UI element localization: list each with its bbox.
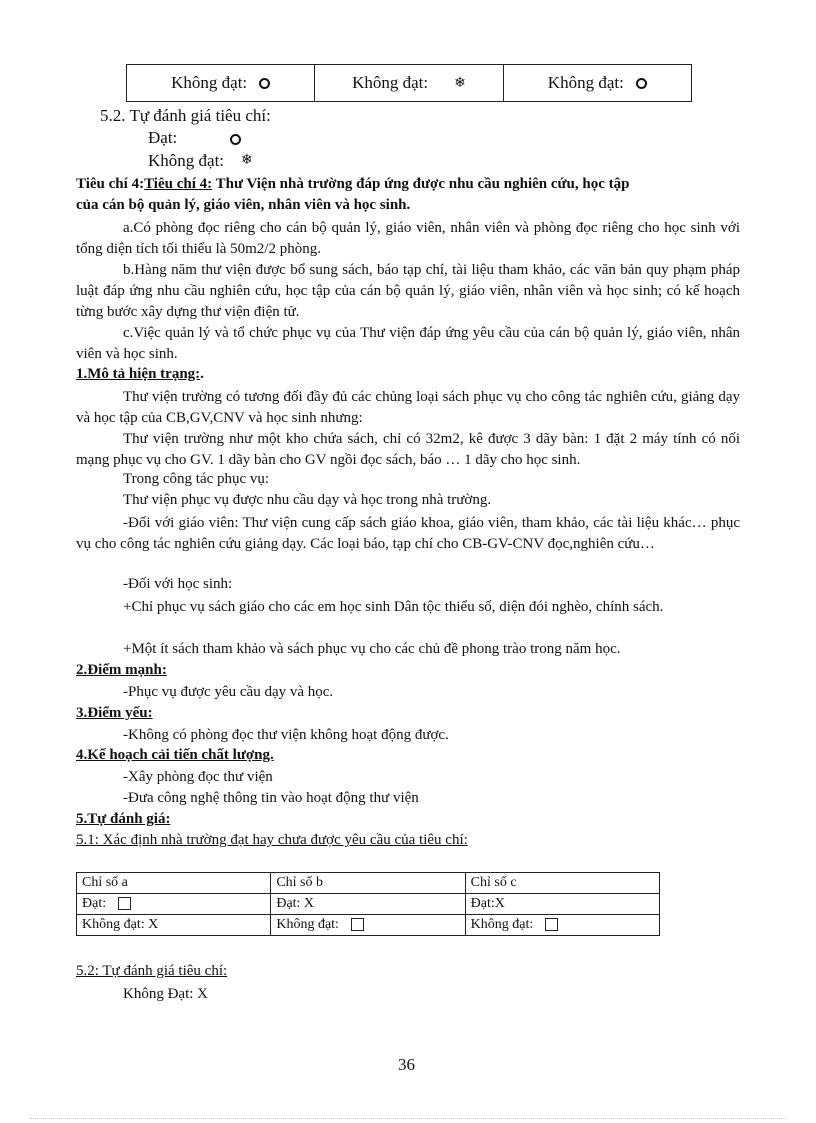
table-row	[77, 894, 660, 915]
sec1-p4: Thư viện phục vụ được nhu cầu dạy và học trong nhà trường.	[123, 492, 492, 508]
table-row	[77, 915, 660, 936]
table-cell: Đạt: X	[271, 894, 465, 915]
top-cell-c-label: Không đạt:	[547, 73, 624, 92]
sec1-p3: Trong công tác phục vụ:	[123, 471, 270, 487]
table-header-b: Chỉ số b	[271, 873, 465, 894]
page-number: 36	[398, 1055, 415, 1074]
table-cell: Đạt:X	[465, 894, 659, 915]
sec5-sub2: 5.2: Tự đánh giá tiêu chí:	[76, 963, 228, 979]
table-header-a: Chỉ số a	[77, 873, 271, 894]
sec3-p1: -Không có phòng đọc thư viện không hoạt động được.	[123, 727, 449, 743]
snowflake-icon: ❄	[241, 153, 253, 168]
criterion-title-line1	[76, 176, 629, 193]
khongdat-b-label: Không đạt:	[276, 917, 339, 932]
sec4-p2: -Đưa công nghệ thông tin vào hoạt động thư viện	[123, 790, 419, 806]
sec1-heading	[76, 366, 204, 383]
sec5-heading: 5.Tự đánh giá:	[76, 811, 171, 827]
ring-icon	[636, 78, 647, 89]
item-c: c.Việc quản lý và tổ chức phục vụ của Thư viện đáp ứng yêu cầu của cán bộ quản lý, giáo viên, nhân viên và học sinh.	[76, 325, 740, 362]
table-header-c: Chỉ số c	[465, 873, 659, 894]
table-cell	[271, 915, 465, 936]
sec5-sub1: 5.1: Xác định nhà trường đạt hay chưa được yêu cầu của tiêu chí:	[76, 832, 468, 848]
s52-top-khongdat-label: Không đạt:	[148, 151, 225, 170]
criterion-title-text: Thư Viện nhà trường đáp ứng được nhu cầu nghiên cứu, học tập	[212, 176, 630, 192]
top-cell-b-label: Không đạt:	[352, 73, 429, 92]
sec2-heading: 2.Điểm mạnh:	[76, 662, 167, 678]
criteria-table	[76, 872, 660, 936]
checkbox-icon	[545, 918, 558, 931]
sec1-p8: +Một ít sách tham khảo và sách phục vụ cho các chủ đề phong trào trong năm học.	[123, 641, 621, 657]
top-cell-a-label: Không đạt:	[171, 73, 248, 92]
top-cell-b	[314, 65, 502, 101]
sec4-p1: -Xây phòng đọc thư viện	[123, 769, 273, 785]
s52-top-khongdat	[148, 151, 224, 171]
table-row	[77, 873, 660, 894]
criterion-prefix: Tiêu chí 4:	[76, 176, 145, 192]
ring-icon	[259, 78, 270, 89]
sec1-p1: Thư viện trường có tương đối đầy đủ các chủng loại sách phục vụ cho công tác nghiên cứu, giảng dạy và học tập của CB,GV,CNV và học sinh nhưng:	[76, 389, 740, 426]
snowflake-icon: ❄	[454, 75, 466, 91]
s52-top-dat-label: Đạt:	[148, 128, 178, 147]
page-divider	[30, 1118, 786, 1119]
s52-top-heading: 5.2. Tự đánh giá tiêu chí:	[100, 106, 271, 125]
top-cell-c	[503, 65, 691, 101]
sec4-heading: 4.Kế hoạch cải tiến chất lượng.	[76, 747, 274, 763]
item-a: a.Có phòng đọc riêng cho cán bộ quản lý, giáo viên, nhân viên và phòng đọc riêng cho học sinh với tổng diện tích tối thiểu là 50m2/2 phòng.	[76, 220, 740, 257]
dat-a-label: Đạt:	[82, 896, 107, 911]
table-cell: Không đạt: X	[77, 915, 271, 936]
sec1-p2: Thư viện trường như một kho chứa sách, chỉ có 32m2, kê được 3 dãy bàn: 1 đặt 2 máy tính có nối mạng phục vụ cho GV. 1 dãy bàn cho GV ngồi đọc sách, báo … 1 dãy cho học sinh.	[76, 431, 740, 468]
top-result-table	[126, 64, 692, 102]
sec1-p6: -Đối với học sinh:	[123, 576, 233, 592]
sec1-p7: +Chỉ phục vụ sách giáo cho các em học sinh Dân tộc thiểu số, diện đói nghèo, chính sách.	[123, 599, 664, 615]
sec1-heading-text: 1.Mô tả hiện trạng:	[76, 366, 201, 382]
sec2-p1: -Phục vụ được yêu cầu dạy và học.	[123, 684, 334, 700]
sec3-heading: 3.Điểm yếu:	[76, 705, 153, 721]
item-b: b.Hàng năm thư viện được bổ sung sách, báo tạp chí, tài liệu tham khảo, các văn bản quy phạm pháp luật đáp ứng nhu cầu nghiên cứu, học tập của cán bộ quản lý, giáo viên, nhân viên và học sinh; có kế hoạch từng bước xây dựng thư viện điện tử.	[76, 262, 740, 320]
ring-icon	[230, 134, 241, 145]
table-cell	[77, 894, 271, 915]
criterion-title-line2: của cán bộ quản lý, giáo viên, nhân viên và học sinh.	[76, 197, 411, 213]
sec5-result: Không Đạt: X	[123, 986, 208, 1002]
top-cell-a	[127, 65, 314, 101]
checkbox-icon	[351, 918, 364, 931]
s52-top-dat	[148, 128, 177, 148]
sec1-heading-tail: .	[200, 366, 204, 382]
criterion-underlined: Tiêu chí 4:	[144, 176, 213, 192]
sec1-p5: -Đối với giáo viên: Thư viện cung cấp sách giáo khoa, giáo viên, tham khảo, các tài liệu khác… phục vụ cho công tác nghiên cứu giảng dạy. Các loại báo, tạp chí cho CB-GV-CNV đọc,nghiên cứu…	[76, 515, 740, 552]
checkbox-icon	[118, 897, 131, 910]
table-cell	[465, 915, 659, 936]
khongdat-c-label: Không đạt:	[470, 917, 534, 932]
